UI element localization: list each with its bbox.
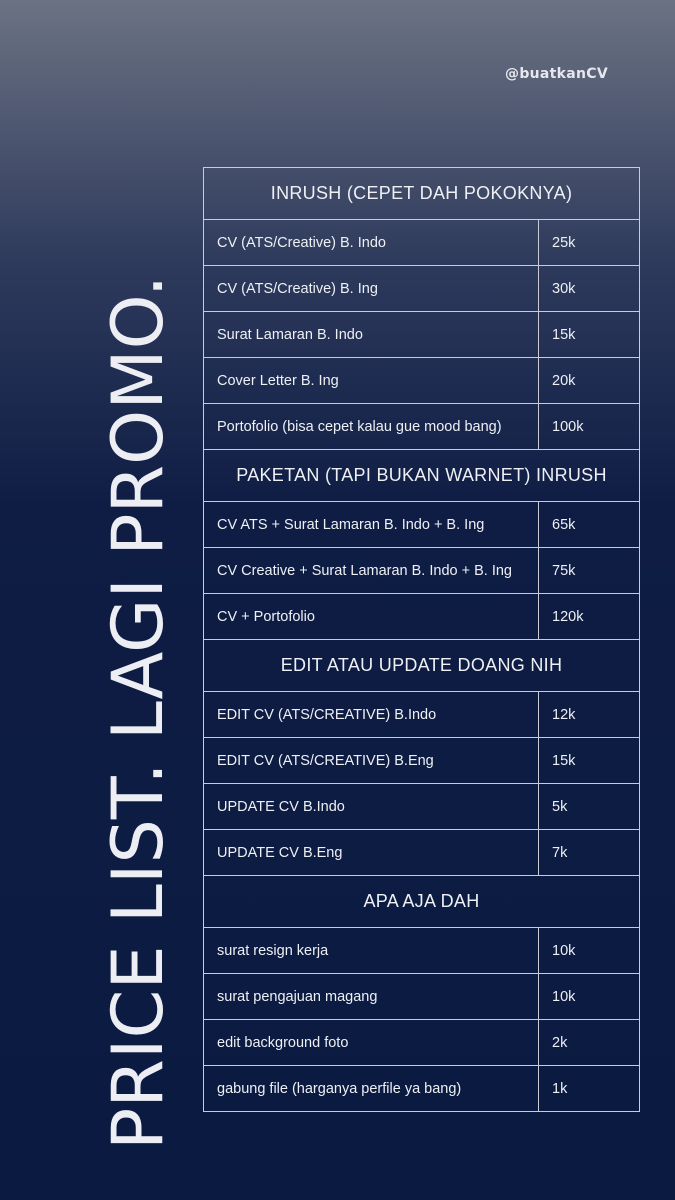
table-row [204, 220, 640, 266]
item-name: CV ATS + Surat Lamaran B. Indo + B. Ing [204, 502, 539, 548]
table-row [204, 594, 640, 640]
item-name: surat pengajuan magang [204, 974, 539, 1020]
item-price: 7k [539, 830, 640, 876]
section-header [204, 168, 640, 220]
item-name: EDIT CV (ATS/CREATIVE) B.Indo [204, 692, 539, 738]
item-price: 10k [539, 928, 640, 974]
section-title: EDIT ATAU UPDATE DOANG NIH [204, 640, 640, 692]
item-name: surat resign kerja [204, 928, 539, 974]
item-price: 12k [539, 692, 640, 738]
item-name: Portofolio (bisa cepet kalau gue mood bang) [204, 404, 539, 450]
table-row [204, 502, 640, 548]
item-name: gabung file (harganya perfile ya bang) [204, 1066, 539, 1112]
page-title: PRICE LIST. LAGI PROMO. [97, 274, 179, 1150]
item-name: CV Creative + Surat Lamaran B. Indo + B. Ing [204, 548, 539, 594]
table-row [204, 784, 640, 830]
item-name: UPDATE CV B.Indo [204, 784, 539, 830]
item-name: CV + Portofolio [204, 594, 539, 640]
item-name: edit background foto [204, 1020, 539, 1066]
item-name: Surat Lamaran B. Indo [204, 312, 539, 358]
table-row [204, 1066, 640, 1112]
table-row [204, 404, 640, 450]
section-header [204, 876, 640, 928]
item-price: 25k [539, 220, 640, 266]
item-price: 100k [539, 404, 640, 450]
price-table [203, 167, 640, 1112]
item-price: 5k [539, 784, 640, 830]
item-name: UPDATE CV B.Eng [204, 830, 539, 876]
item-price: 120k [539, 594, 640, 640]
table-row [204, 830, 640, 876]
table-row [204, 692, 640, 738]
table-row [204, 548, 640, 594]
table-row [204, 738, 640, 784]
item-price: 15k [539, 312, 640, 358]
table-row [204, 266, 640, 312]
section-title: INRUSH (CEPET DAH POKOKNYA) [204, 168, 640, 220]
section-title: APA AJA DAH [204, 876, 640, 928]
table-row [204, 312, 640, 358]
item-name: Cover Letter B. Ing [204, 358, 539, 404]
item-price: 15k [539, 738, 640, 784]
item-price: 75k [539, 548, 640, 594]
table-row [204, 1020, 640, 1066]
table-row [204, 928, 640, 974]
item-price: 2k [539, 1020, 640, 1066]
item-name: CV (ATS/Creative) B. Indo [204, 220, 539, 266]
item-name: EDIT CV (ATS/CREATIVE) B.Eng [204, 738, 539, 784]
item-name: CV (ATS/Creative) B. Ing [204, 266, 539, 312]
item-price: 30k [539, 266, 640, 312]
account-handle: @buatkanCV [505, 66, 608, 82]
item-price: 1k [539, 1066, 640, 1112]
item-price: 20k [539, 358, 640, 404]
section-title: PAKETAN (TAPI BUKAN WARNET) INRUSH [204, 450, 640, 502]
table-row [204, 974, 640, 1020]
item-price: 65k [539, 502, 640, 548]
item-price: 10k [539, 974, 640, 1020]
section-header [204, 450, 640, 502]
section-header [204, 640, 640, 692]
table-row [204, 358, 640, 404]
